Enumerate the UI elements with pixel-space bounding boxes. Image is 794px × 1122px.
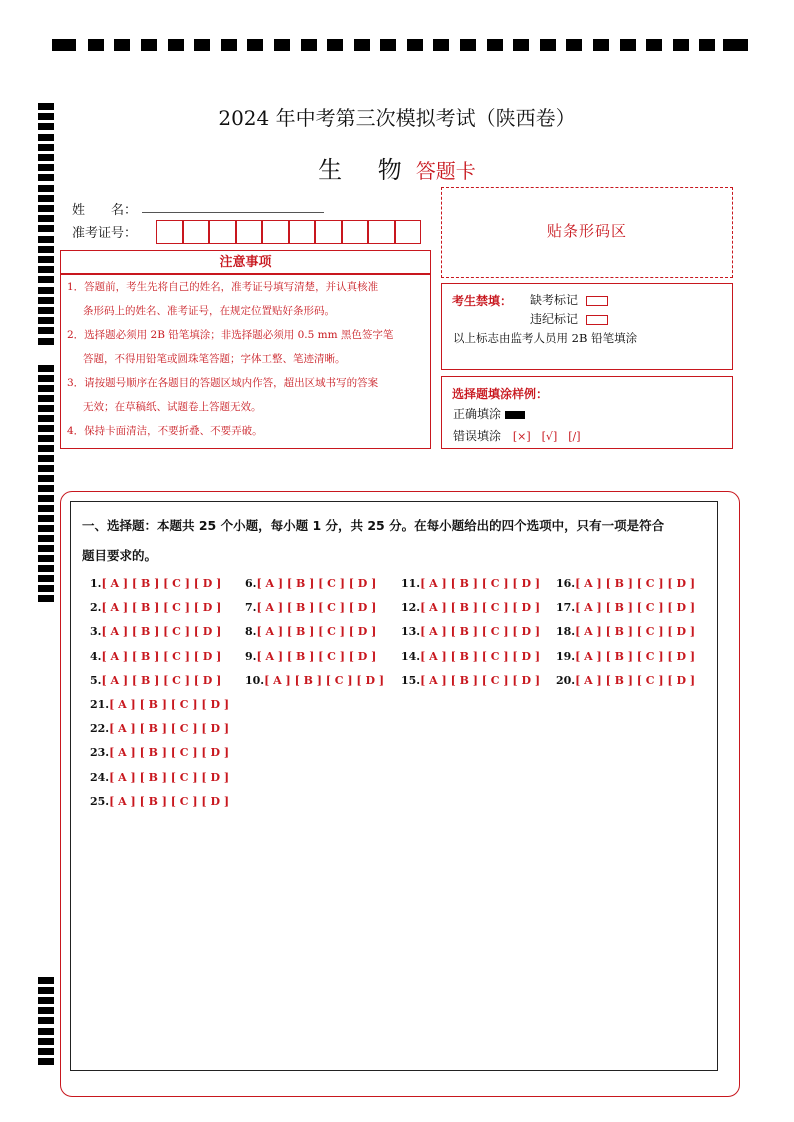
- violation-mark-row: [530, 310, 608, 327]
- name-label: 姓 名：: [72, 203, 138, 218]
- timing-mark: [38, 365, 54, 372]
- answer-options[interactable]: [ A ] [ B ] [ C ] [ D ]: [420, 577, 541, 590]
- timing-mark: [38, 395, 54, 402]
- timing-mark: [38, 1028, 54, 1035]
- question-number: 12.: [401, 601, 421, 615]
- question-number: 14.: [401, 649, 421, 663]
- question-number: 18.: [556, 625, 576, 639]
- fill-example-box: [441, 376, 733, 449]
- timing-mark: [38, 225, 54, 232]
- timing-mark: [38, 185, 54, 192]
- question-row[interactable]: [90, 698, 229, 711]
- timing-mark: [38, 338, 54, 345]
- question-number: 20.: [556, 673, 576, 687]
- answer-options[interactable]: [ A ] [ B ] [ C ] [ D ]: [101, 649, 222, 663]
- section-title-line1: 一、选择题：本题共 25 个小题，每小题 1 分，共 25 分。在每小题给出的四个选项中，只有一项是符合: [82, 518, 665, 533]
- question-number: 9.: [245, 649, 257, 663]
- answer-options[interactable]: [ A ] [ B ] [ C ] [ D ]: [101, 577, 222, 590]
- timing-mark: [38, 415, 54, 422]
- notes-heading: 注意事项: [60, 250, 431, 274]
- question-row[interactable]: [556, 650, 695, 663]
- answer-options[interactable]: [ A ] [ B ] [ C ] [ D ]: [420, 625, 541, 639]
- answer-options[interactable]: [ A ] [ B ] [ C ] [ D ]: [256, 625, 377, 639]
- answer-options[interactable]: [ A ] [ B ] [ C ] [ D ]: [420, 649, 541, 663]
- answer-options[interactable]: [ A ] [ B ] [ C ] [ D ]: [101, 601, 222, 615]
- note-line-4: 答题，不得用铅笔或圆珠笔答题；字体工整、笔迹清晰。: [83, 353, 346, 365]
- note-line-5: 3．请按题号顺序在各题目的答题区域内作答，超出区域书写的答案: [67, 377, 379, 389]
- timing-mark: [38, 555, 54, 562]
- question-number: 8.: [245, 625, 257, 639]
- subject-name: 生 物: [318, 156, 416, 184]
- question-number: 22.: [90, 722, 110, 736]
- question-number: 3.: [90, 625, 102, 639]
- timing-mark: [38, 1038, 54, 1045]
- timing-mark: [38, 515, 54, 522]
- timing-mark: [38, 1048, 54, 1055]
- timing-mark: [38, 327, 54, 334]
- timing-mark: [38, 595, 54, 602]
- question-number: 21.: [90, 698, 110, 711]
- timing-mark: [38, 987, 54, 994]
- section-title-line2: 题目要求的。: [82, 548, 158, 563]
- timing-mark: [38, 435, 54, 442]
- question-number: 1.: [90, 577, 102, 590]
- answer-options[interactable]: [ A ] [ B ] [ C ] [ D ]: [575, 673, 696, 687]
- wrong-fill-row: [453, 427, 581, 444]
- answer-options[interactable]: [ A ] [ B ] [ C ] [ D ]: [256, 577, 377, 590]
- absent-mark-label: 缺考标记: [530, 293, 579, 307]
- timing-mark: [38, 565, 54, 572]
- fill-example-heading: 选择题填涂样例：: [452, 387, 549, 401]
- wrong-fill-samples: [×] [√] [/]: [512, 430, 581, 443]
- answer-options[interactable]: [ A ] [ B ] [ C ] [ D ]: [420, 601, 541, 615]
- id-label: 准考证号：: [72, 226, 138, 241]
- question-number: 11.: [401, 577, 421, 590]
- timing-mark: [38, 425, 54, 432]
- question-row[interactable]: [90, 625, 221, 638]
- timing-mark: [38, 445, 54, 452]
- timing-mark: [38, 997, 54, 1004]
- timing-mark: [38, 1017, 54, 1024]
- timing-mark: [38, 276, 54, 283]
- question-row[interactable]: [245, 625, 376, 638]
- question-number: 5.: [90, 673, 102, 687]
- timing-mark: [38, 297, 54, 304]
- question-row[interactable]: [401, 650, 540, 663]
- question-number: 24.: [90, 770, 110, 784]
- answer-options[interactable]: [ A ] [ B ] [ C ] [ D ]: [575, 625, 696, 639]
- timing-mark: [38, 977, 54, 984]
- prohibited-label: 考生禁填：: [452, 294, 513, 308]
- question-row[interactable]: [90, 650, 221, 663]
- timing-mark: [38, 236, 54, 243]
- note-line-7: 4．保持卡面清洁，不要折叠、不要弄破。: [67, 425, 263, 437]
- question-row[interactable]: [90, 577, 221, 590]
- question-number: 19.: [556, 649, 576, 663]
- answer-options[interactable]: [ A ] [ B ] [ C ] [ D ]: [420, 673, 541, 687]
- timing-mark: [38, 215, 54, 222]
- timing-mark: [38, 475, 54, 482]
- note-line-2: 条形码上的姓名、准考证号，在规定位置贴好条形码。: [83, 305, 335, 317]
- timing-mark: [38, 535, 54, 542]
- timing-mark: [38, 266, 54, 273]
- timing-mark: [38, 575, 54, 582]
- violation-mark-label: 违纪标记: [530, 312, 579, 326]
- timing-mark: [38, 525, 54, 532]
- question-number: 25.: [90, 794, 110, 808]
- answer-options[interactable]: [ A ] [ B ] [ C ] [ D ]: [575, 601, 696, 615]
- answer-card-label: 答题卡: [415, 159, 476, 183]
- notes-box: [60, 274, 431, 449]
- absent-mark-box[interactable]: [586, 296, 608, 306]
- timing-mark: [38, 495, 54, 502]
- answer-options[interactable]: [ A ] [ B ] [ C ] [ D ]: [575, 577, 696, 590]
- question-row[interactable]: [556, 674, 695, 687]
- question-row[interactable]: [401, 577, 540, 590]
- question-number: 4.: [90, 649, 102, 663]
- question-row[interactable]: [401, 601, 540, 614]
- correct-fill-row: [453, 405, 525, 422]
- question-number: 13.: [401, 625, 421, 639]
- wrong-fill-label: 错误填涂: [453, 429, 502, 443]
- correct-fill-label: 正确填涂: [453, 407, 502, 421]
- question-row[interactable]: [556, 577, 695, 590]
- note-line-6: 无效；在草稿纸、试题卷上答题无效。: [83, 401, 262, 413]
- timing-mark: [38, 505, 54, 512]
- question-number: 6.: [245, 577, 257, 590]
- question-number: 23.: [90, 746, 110, 760]
- timing-mark: [38, 485, 54, 492]
- answer-options[interactable]: [ A ] [ B ] [ C ] [ D ]: [575, 649, 696, 663]
- correct-fill-sample: [505, 411, 525, 419]
- barcode-area: [441, 187, 733, 278]
- timing-mark: [38, 545, 54, 552]
- question-row[interactable]: [245, 674, 384, 687]
- answer-options[interactable]: [ A ] [ B ] [ C ] [ D ]: [109, 698, 230, 711]
- answer-options[interactable]: [ A ] [ B ] [ C ] [ D ]: [109, 794, 230, 808]
- timing-mark: [38, 307, 54, 314]
- question-row[interactable]: [245, 650, 376, 663]
- barcode-area-label: 贴条形码区: [546, 222, 627, 240]
- question-row[interactable]: [556, 601, 695, 614]
- question-row[interactable]: [90, 795, 229, 808]
- timing-mark: [38, 317, 54, 324]
- answer-options[interactable]: [ A ] [ B ] [ C ] [ D ]: [101, 673, 222, 687]
- timing-mark: [38, 1058, 54, 1065]
- timing-mark: [38, 455, 54, 462]
- question-number: 2.: [90, 601, 102, 615]
- timing-mark: [38, 1007, 54, 1014]
- card-title: [0, 150, 794, 185]
- prohibited-note: 以上标志由监考人员用 2B 铅笔填涂: [453, 331, 638, 345]
- question-row[interactable]: [90, 674, 221, 687]
- note-line-3: 2．选择题必须用 2B 铅笔填涂；非选择题必须用 0.5 mm 黑色签字笔: [67, 329, 394, 341]
- note-line-1: 1．答题前，考生先将自己的姓名，准考证号填写清楚，并认真核准: [67, 281, 379, 293]
- question-row[interactable]: [245, 601, 376, 614]
- question-row[interactable]: [401, 674, 540, 687]
- timing-mark: [38, 287, 54, 294]
- question-row[interactable]: [90, 722, 229, 735]
- prohibited-box: [441, 283, 733, 370]
- answer-options[interactable]: [ A ] [ B ] [ C ] [ D ]: [109, 770, 230, 784]
- timing-mark: [38, 205, 54, 212]
- question-row[interactable]: [401, 625, 540, 638]
- timing-mark: [38, 246, 54, 253]
- timing-mark: [38, 405, 54, 412]
- answer-options[interactable]: [ A ] [ B ] [ C ] [ D ]: [264, 673, 385, 687]
- question-number: 15.: [401, 673, 421, 687]
- answer-options[interactable]: [ A ] [ B ] [ C ] [ D ]: [109, 722, 230, 736]
- name-field[interactable]: [142, 212, 324, 213]
- question-number: 16.: [556, 577, 576, 590]
- timing-mark: [38, 256, 54, 263]
- violation-mark-box[interactable]: [586, 315, 608, 325]
- timing-mark: [38, 465, 54, 472]
- timing-mark: [38, 385, 54, 392]
- answer-options[interactable]: [ A ] [ B ] [ C ] [ D ]: [256, 649, 377, 663]
- absent-mark-row: [530, 291, 608, 308]
- question-number: 7.: [245, 601, 257, 615]
- answer-options[interactable]: [ A ] [ B ] [ C ] [ D ]: [109, 746, 230, 760]
- question-row[interactable]: [90, 746, 229, 759]
- answer-options[interactable]: [ A ] [ B ] [ C ] [ D ]: [101, 625, 222, 639]
- timing-mark: [38, 585, 54, 592]
- exam-title: 2024 年中考第三次模拟考试（陕西卷）: [218, 106, 576, 130]
- question-number: 17.: [556, 601, 576, 615]
- question-row[interactable]: [90, 771, 229, 784]
- question-number: 10.: [245, 673, 265, 687]
- timing-mark: [38, 375, 54, 382]
- timing-mark: [38, 134, 54, 141]
- question-row[interactable]: [556, 625, 695, 638]
- answer-options[interactable]: [ A ] [ B ] [ C ] [ D ]: [256, 601, 377, 615]
- question-row[interactable]: [245, 577, 376, 590]
- question-row[interactable]: [90, 601, 221, 614]
- timing-mark: [38, 195, 54, 202]
